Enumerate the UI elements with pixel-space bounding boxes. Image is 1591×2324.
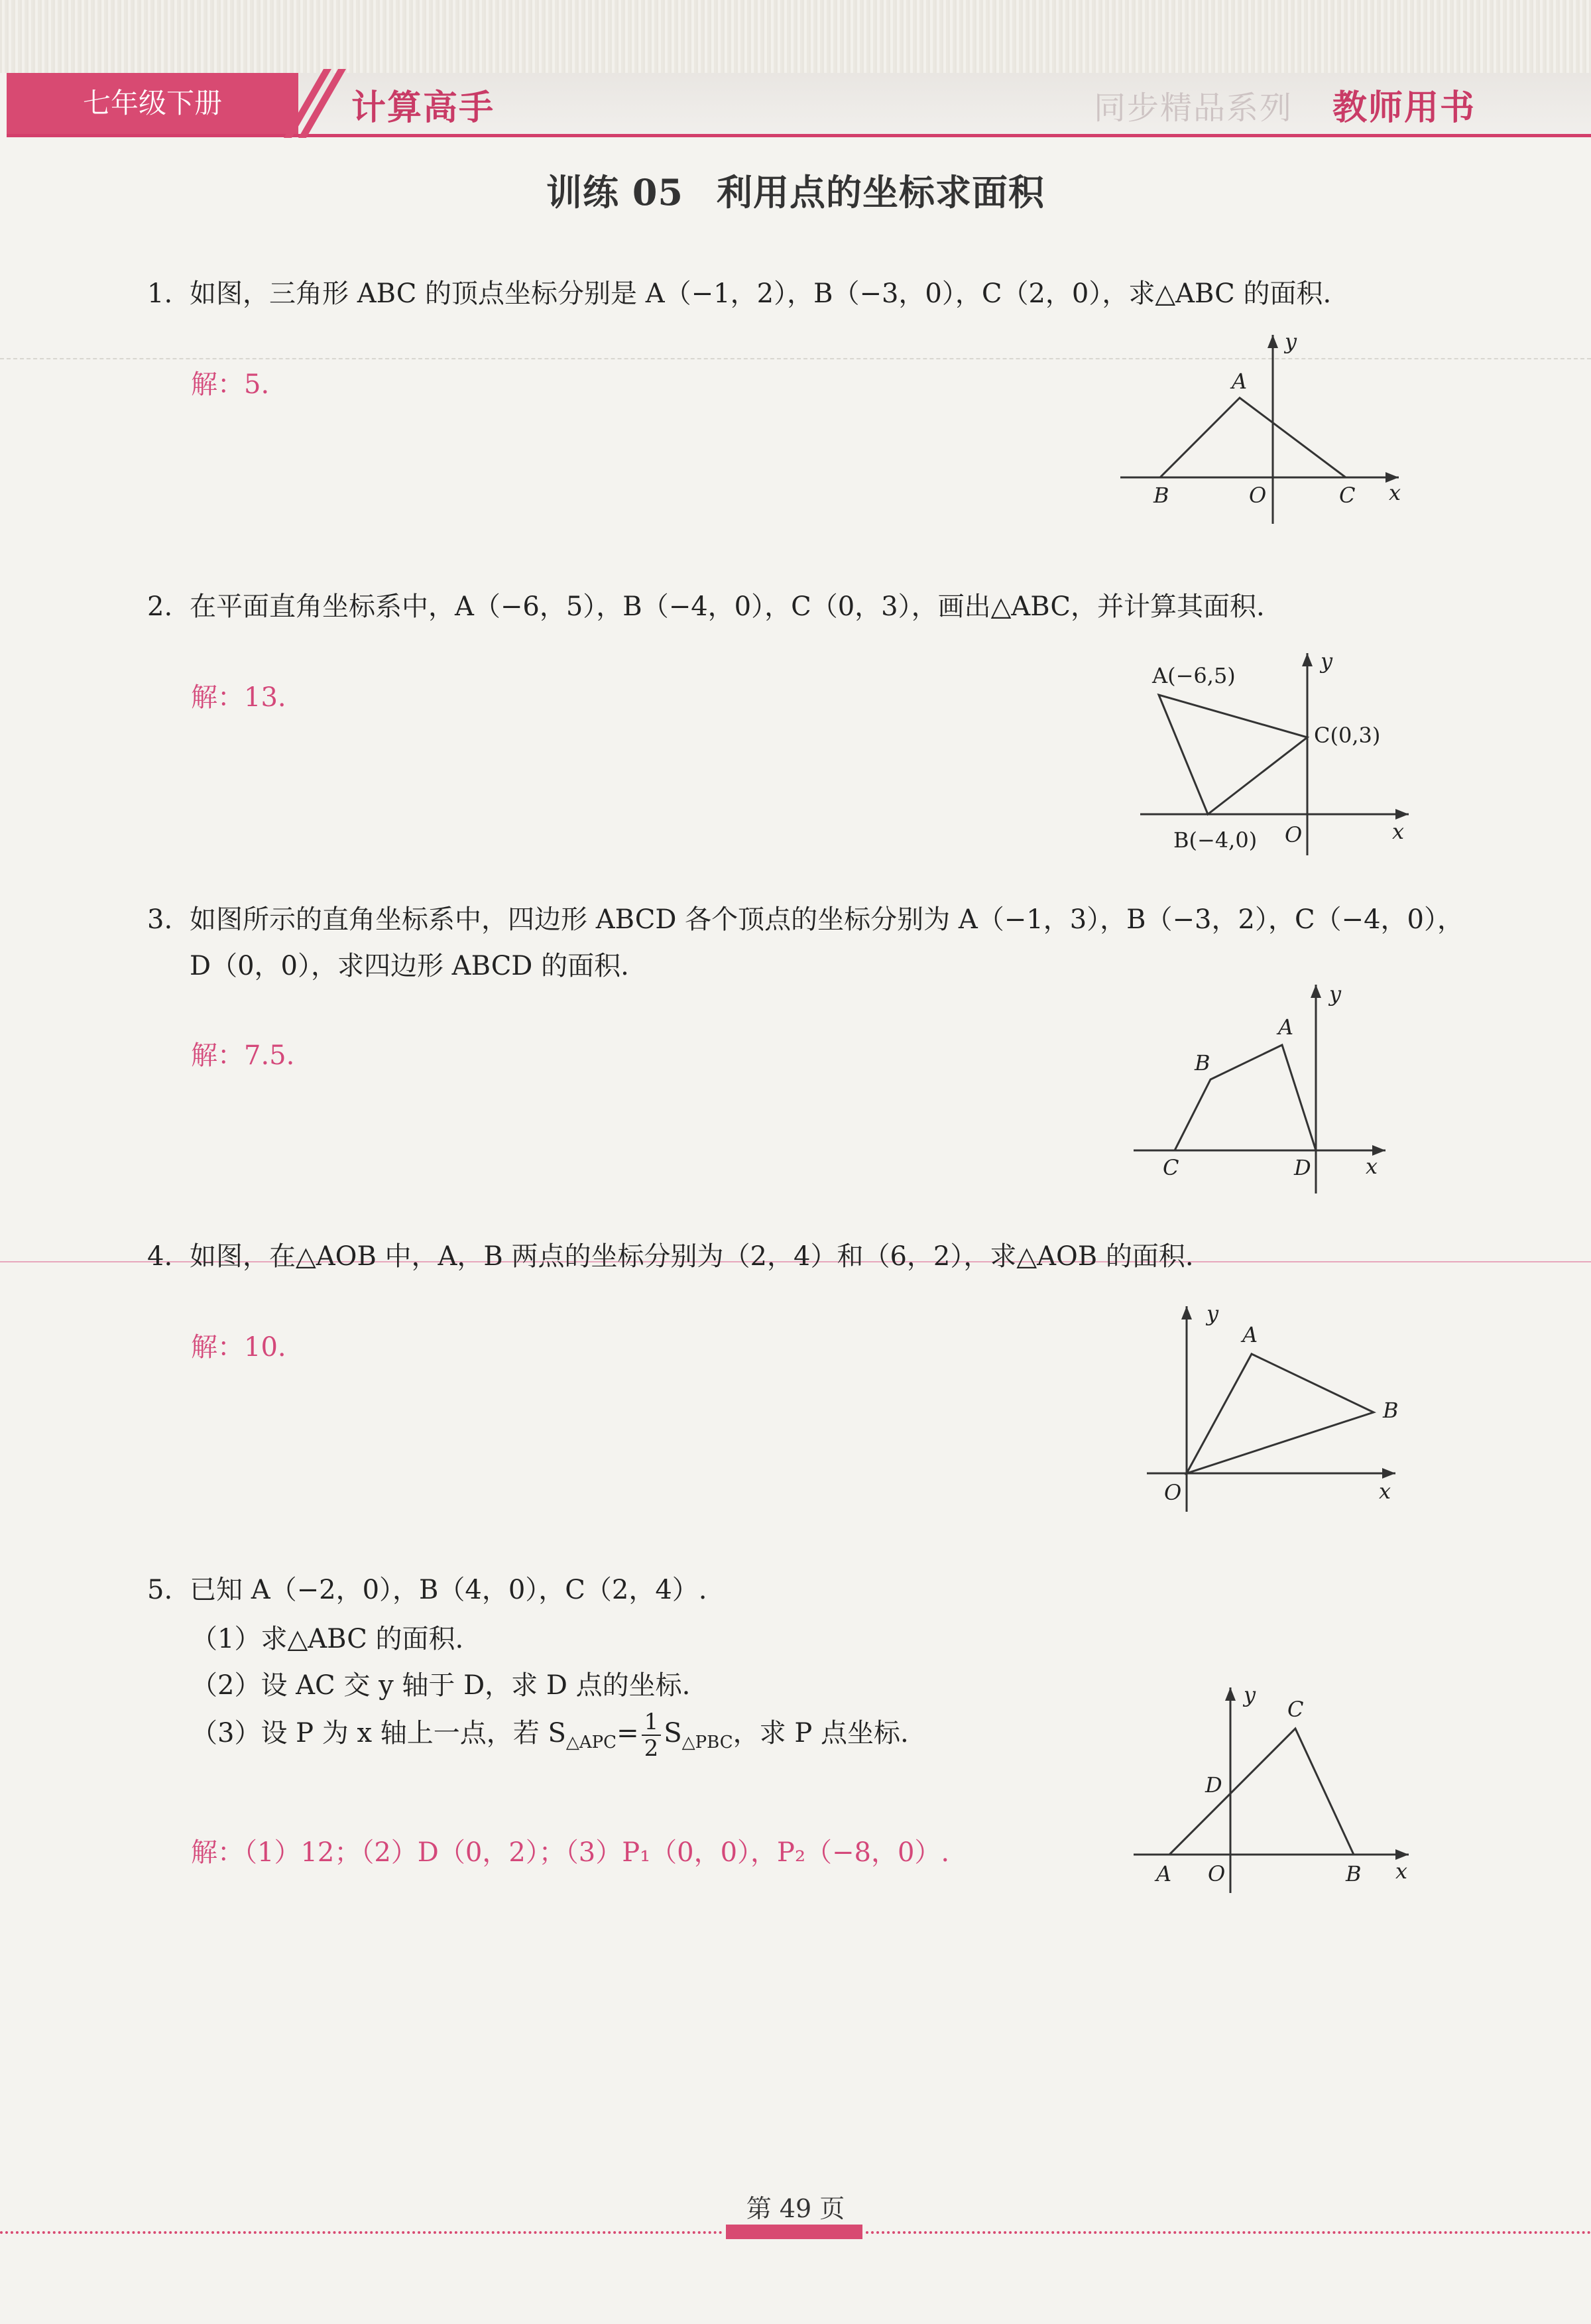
label-origin: O (1285, 822, 1303, 847)
problem-5 (147, 1567, 707, 1613)
solution-5: 解：（1）12；（2）D（0，2）；（3）P₁（0，0），P₂（−8，0）. (191, 1837, 950, 1868)
solution-1: 解：5. (191, 369, 270, 400)
label-b: B (1153, 483, 1169, 508)
label-b: B (1383, 1398, 1399, 1423)
problem-text: 在平面直角坐标系中，A（−6，5），B（−4，0），C（0，3），画出△ABC，并计算其面积. (190, 591, 1265, 622)
label-x-axis: x (1366, 1154, 1378, 1179)
problem-3 (147, 896, 1464, 943)
figure-4 (1140, 1300, 1412, 1512)
label-y-axis: y (1285, 329, 1297, 354)
footer-bar (726, 2225, 862, 2239)
label-a: A (1278, 1014, 1294, 1040)
label-x-axis: x (1395, 1859, 1408, 1884)
triangle-abc (1169, 1729, 1354, 1855)
triangle-abc (1159, 695, 1307, 814)
problem-number: 1. (147, 278, 173, 309)
problem-5-part-2: （2）设 AC 交 y 轴于 D，求 D 点的坐标. (191, 1670, 691, 1701)
label-x-axis: x (1389, 480, 1401, 505)
label-a: A (1232, 369, 1248, 394)
teacher-book-label: 教师用书 (1332, 88, 1476, 128)
series-ghost-text: 同步精品系列 (1094, 90, 1293, 127)
triangle-abc (1160, 398, 1346, 477)
problem-3-line-2: D（0，0），求四边形 ABCD 的面积. (190, 951, 629, 981)
grade-badge: 七年级下册 (7, 73, 298, 134)
problem-number: 3. (147, 904, 173, 935)
label-x-axis: x (1392, 819, 1405, 844)
problem-5-part-1: （1）求△ABC 的面积. (191, 1624, 464, 1654)
label-c: C (1287, 1697, 1304, 1722)
label-x-axis: x (1379, 1479, 1391, 1504)
label-d: D (1205, 1772, 1222, 1798)
figure-2 (1140, 650, 1419, 855)
label-y-axis: y (1329, 981, 1342, 1007)
figure-5 (1127, 1681, 1419, 1893)
problem-text: 如图，三角形 ABC 的顶点坐标分别是 A（−1，2），B（−3，0），C（2，0），求△ABC 的面积. (190, 278, 1332, 309)
label-origin: O (1249, 483, 1267, 508)
problem-text: 如图，在△AOB 中，A，B 两点的坐标分别为（2，4）和（6，2），求△AOB 的面积. (190, 1241, 1194, 1272)
page-number: 第 49 页 (746, 2194, 845, 2223)
page-title (0, 164, 1591, 215)
label-origin: O (1208, 1861, 1226, 1886)
problem-1 (147, 271, 1331, 317)
solution-2: 解：13. (191, 682, 286, 713)
problem-2 (147, 583, 1265, 630)
label-y-axis: y (1244, 1682, 1256, 1707)
problem-number: 5. (147, 1575, 173, 1605)
label-y-axis: y (1321, 648, 1333, 674)
title-text: 利用点的坐标求面积 (716, 171, 1045, 214)
header-texture (0, 0, 1591, 73)
footer-dotted-rule (0, 2231, 723, 2234)
label-a: A (1156, 1861, 1172, 1886)
problem-text: 已知 A（−2，0），B（4，0），C（2，4）. (190, 1575, 707, 1605)
problem-4 (147, 1233, 1194, 1280)
label-c: C (1339, 483, 1356, 508)
label-b: B (1195, 1050, 1210, 1075)
label-y-axis: y (1207, 1301, 1219, 1326)
solution-3: 解：7.5. (191, 1040, 295, 1071)
figure-1 (1120, 329, 1425, 524)
label-b: B(−4,0) (1173, 827, 1258, 853)
triangle-aob (1187, 1354, 1374, 1473)
figure-3 (1134, 981, 1419, 1193)
problem-5-part-3: （3）设 P 为 x 轴上一点，若 $S_{\triangle APC}=$ $\frac{1}{2}$ $S_{\triangle PBC}$，求 P 点坐标. (191, 1709, 909, 1762)
problem-text: 如图所示的直角坐标系中，四边形 ABCD 各个顶点的坐标分别为 A（−1，3），B（−3，2），C（−4，0）， (190, 904, 1464, 935)
problem-number: 4. (147, 1241, 173, 1272)
label-c: C(0,3) (1314, 723, 1381, 748)
label-origin: O (1164, 1480, 1182, 1505)
problem-number: 2. (147, 591, 173, 622)
label-d: D (1294, 1155, 1311, 1180)
label-a: A(−6,5) (1152, 663, 1236, 688)
label-b: B (1346, 1861, 1362, 1886)
fraction: $\frac{1}{2}$ (642, 1709, 662, 1761)
series-name: 计算高手 (351, 88, 495, 128)
label-a: A (1242, 1322, 1258, 1347)
title-prefix: 训练 05 (546, 171, 683, 214)
label-c: C (1163, 1155, 1179, 1180)
footer-dotted-rule (866, 2231, 1591, 2234)
solution-4: 解：10. (191, 1332, 286, 1363)
